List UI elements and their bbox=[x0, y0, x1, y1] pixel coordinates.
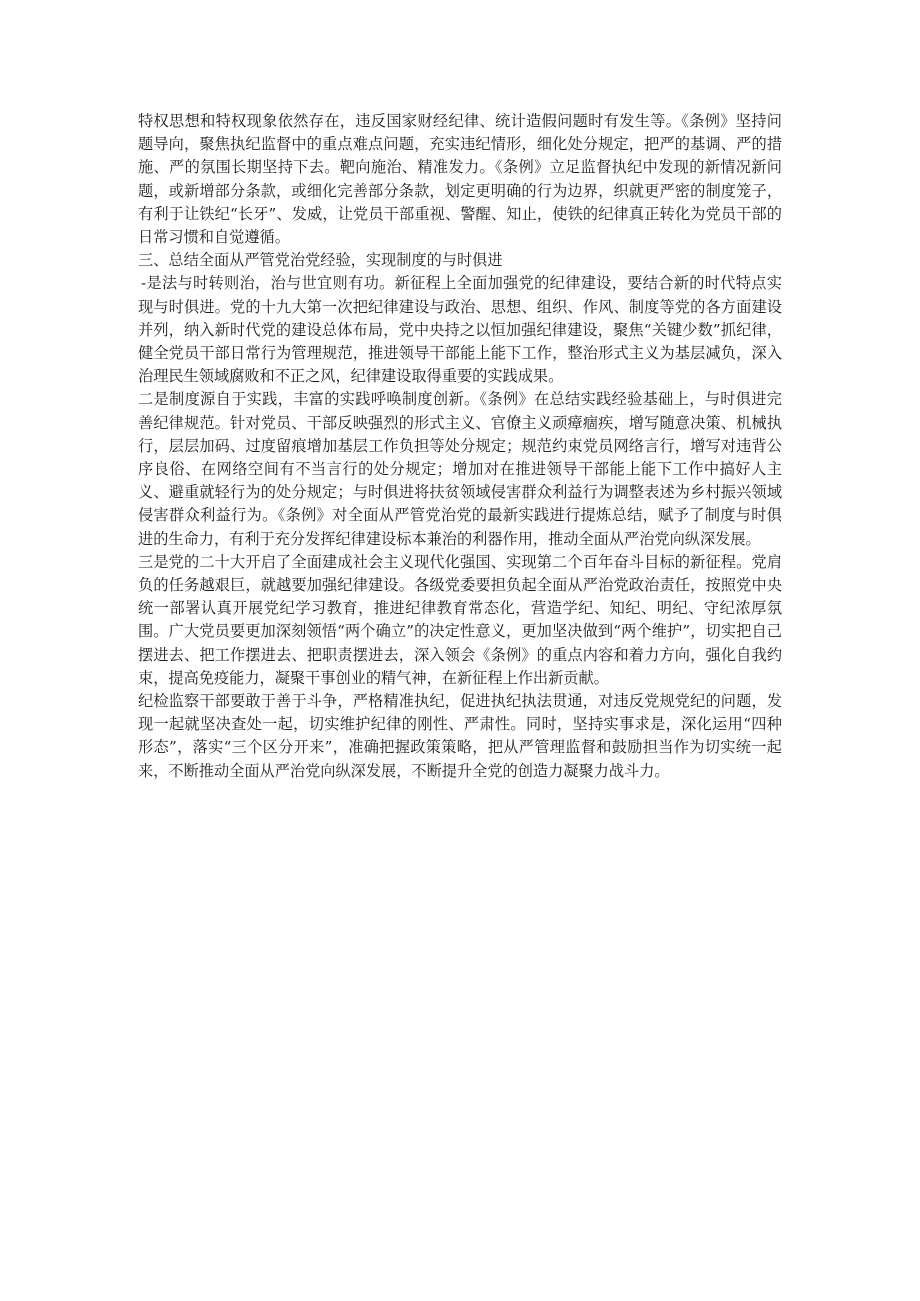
paragraph-privilege: 特权思想和特权现象依然存在，违反国家财经纪律、统计造假问题时有发生等。《条例》坚持问题导向，聚焦执纪监督中的重点难点问题，充实违纪情形，细化处分规定，把严的基调、严的措施、严的氛围长期坚持下去。靶向施治、精准发力。《条例》立足监督执纪中发现的新情况新问题，或新增部分条款，或细化完善部分条款，划定更明确的行为边界，织就更严密的制度笼子，有利于让铁纪“长牙”、发威，让党员干部重视、警醒、知止，使铁的纪律真正转化为党员干部的日常习惯和自觉遵循。 bbox=[138, 112, 782, 247]
paragraph-discipline-cadres: 纪检监察干部要敢于善于斗争，严格精准执纪，促进执纪执法贯通，对违反党规党纪的问题，发现一起就坚决查处一起，切实维护纪律的刚性、严肃性。同时，坚持实事求是，深化运用“四种形态”，落实“三个区分开来”，准确把握政策策略，把从严管理监督和鼓励担当作为切实统一起来，不断推动全面从严治党向纵深发展，不断提升全党的创造力凝聚力战斗力。 bbox=[138, 692, 782, 780]
document-page bbox=[138, 110, 782, 783]
paragraph-first-point: -是法与时转则治，治与世宜则有功。新征程上全面加强党的纪律建设，要结合新的时代特点实现与时俱进。党的十九大第一次把纪律建设与政治、思想、组织、作风、制度等党的各方面建设并列，纳入新时代党的建设总体布局，党中央持之以恒加强纪律建设，聚焦“关键少数”抓纪律，健全党员干部日常行为管理规范，推进领导干部能上能下工作，整治形式主义为基层减负，深入治理民生领域腐败和不正之风，纪律建设取得重要的实践成果。 bbox=[138, 274, 782, 386]
paragraph-second-point: 二是制度源自于实践，丰富的实践呼唤制度创新。《条例》在总结实践经验基础上，与时俱进完善纪律规范。针对党员、干部反映强烈的形式主义、官僚主义顽瘴痼疾，增写随意决策、机械执行，层层加码、过度留痕增加基层工作负担等处分规定；规范约束党员网络言行，增写对违背公序良俗、在网络空间有不当言行的处分规定；增加对在推进领导干部能上能下工作中搞好人主义、避重就轻行为的处分规定；与时俱进将扶贫领域侵害群众利益行为调整表述为乡村振兴领域侵害群众利益行为。《条例》对全面从严管党治党的最新实践进行提炼总结，赋予了制度与时俱进的生命力，有利于充分发挥纪律建设标本兼治的利器作用，推动全面从严治党向纵深发展。 bbox=[138, 390, 782, 548]
paragraph-third-point: 三是党的二十大开启了全面建成社会主义现代化强国、实现第二个百年奋斗目标的新征程。党肩负的任务越艰巨，就越要加强纪律建设。各级党委要担负起全面从严治党政治责任，按照党中央统一部署认真开展党纪学习教育，推进纪律教育常态化，营造学纪、知纪、明纪、守纪浓厚氛围。广大党员要更加深刻领悟“两个确立”的决定性意义，更加坚决做到“两个维护”，切实把自己摆进去、把工作摆进去、把职责摆进去，深入领会《条例》的重点内容和着力方向，强化自我约束，提高免疫能力，凝聚干事创业的精气神，在新征程上作出新贡献。 bbox=[138, 552, 782, 687]
section-heading-three: 三、总结全面从严管党治党经验，实现制度的与时俱进 bbox=[138, 251, 503, 270]
